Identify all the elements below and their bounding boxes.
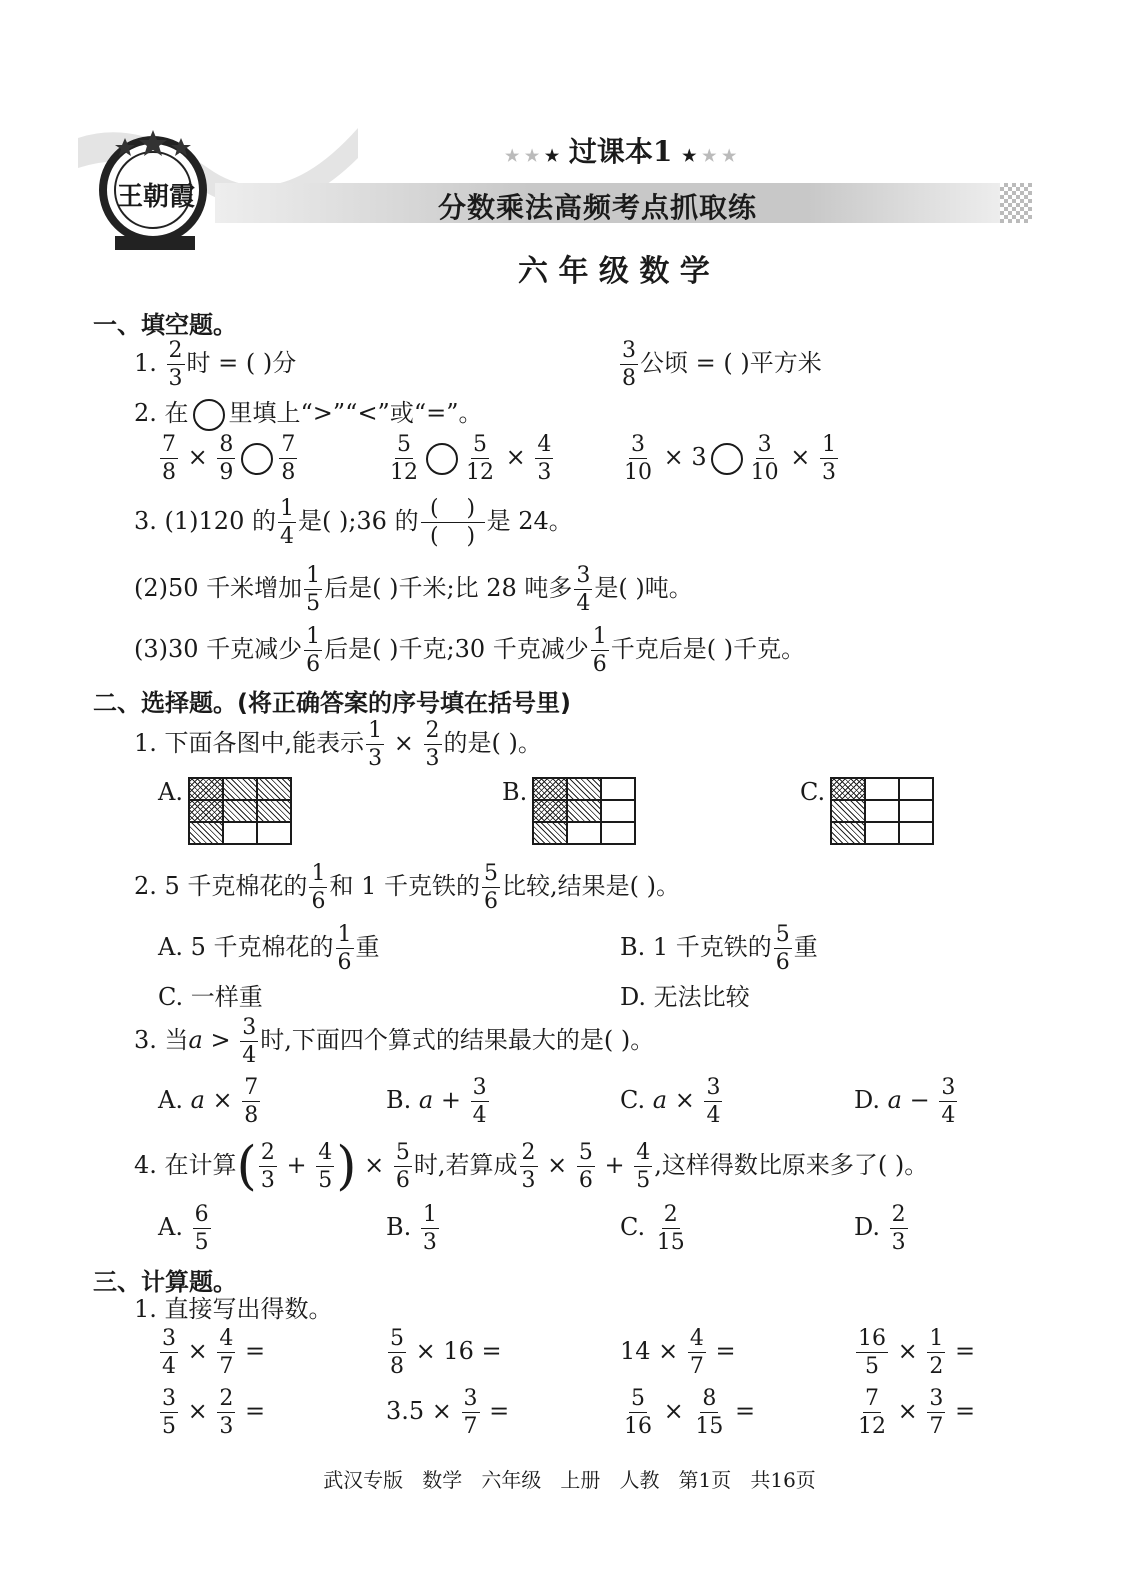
q3-line-2: (2)50 千米增加 $\frac{1}{5}$ 后是( )千米;比 28 吨多 $\frac{3}{4}$ 是( )吨。 [134,563,693,616]
checker-decoration [1000,183,1032,223]
q1-b-text: 公顷 = ( )平方米 [640,349,822,377]
q1-part-b [618,338,822,391]
calc-instruction: 1. 直接写出得数。 [134,1295,333,1323]
calc-item[interactable]: $\frac{3}{4}$ × $\frac{4}{7}$ = [162,1326,266,1379]
calc-item[interactable]: 14 × $\frac{4}{7}$ = [620,1326,736,1379]
compare-circle-icon [193,399,225,431]
compare-circle-icon[interactable] [426,443,458,475]
section-heading-choice: 二、选择题。(将正确答案的序号填在括号里) [93,689,571,717]
q1-a-den: 3 [168,366,183,391]
q2-compare-1: $\frac{7}{8}$ × $\frac{8}{9}$ $\frac{7}{8}$ [162,432,296,485]
option-c-grid-figure[interactable] [830,777,934,845]
section-heading-calculation: 三、计算题。 [93,1268,237,1296]
choice-3-option-d[interactable]: D. a − $\frac{3}{4}$ [854,1075,956,1128]
option-a-grid-figure[interactable] [188,777,292,845]
choice-4-option-d[interactable]: D. $\frac{2}{3}$ [854,1202,906,1255]
section-heading-fill-blank: 一、填空题。 [93,311,237,339]
q1-a-text: 时 = ( )分 [186,349,297,377]
q2-compare-2: $\frac{5}{12}$ $\frac{5}{12}$ × $\frac{4}{3}$ [390,432,552,485]
choice-3-option-c[interactable]: C. a × $\frac{3}{4}$ [620,1075,721,1128]
calc-item[interactable]: 3.5 × $\frac{3}{7}$ = [386,1386,510,1439]
option-c-label: C. [800,778,826,806]
option-b-grid-figure[interactable] [532,777,636,845]
q2-instruction: 2. 在 里填上“>”“<”或“=”。 [134,398,482,431]
choice-2-option-d[interactable]: D. 无法比较 [620,983,750,1011]
logo-text: 王朝霞 [117,182,196,212]
brand-logo [95,128,215,258]
page-footer: 武汉专版 数学 六年级 上册 人教 第1页 共16页 [323,1468,816,1492]
series-label-text: 过课本1 [568,135,673,168]
choice-3: 3. 当a > $\frac{3}{4}$ 时,下面四个算式的结果最大的是( )。 [134,1015,655,1068]
option-b-label: B. [502,778,528,806]
choice-2-option-b[interactable]: B. 1 千克铁的 $\frac{5}{6}$ 重 [620,922,818,975]
choice-1: 1. 下面各图中,能表示 $\frac{1}{3}$ × $\frac{2}{3}$ 的是( )。 [134,718,542,771]
subject-title: 六 年 级 数 学 [518,254,710,289]
q1-b-den: 8 [622,366,636,391]
q2-compare-3: $\frac{3}{10}$ × 3 $\frac{3}{10}$ × $\frac{1}{3}$ [624,432,837,485]
option-a-label: A. [158,778,183,806]
banner-title: 分数乘法高频考点抓取练 [438,191,758,224]
calc-item[interactable]: $\frac{16}{5}$ × $\frac{1}{2}$ = [858,1326,976,1379]
calc-item[interactable]: $\frac{5}{16}$ × $\frac{8}{15}$ = [624,1386,756,1439]
compare-circle-icon[interactable] [711,443,743,475]
choice-2-option-a[interactable]: A. 5 千克棉花的 $\frac{1}{6}$ 重 [158,922,380,975]
choice-2-option-c[interactable]: C. 一样重 [158,983,263,1011]
choice-4: 4. 在计算( $\frac{2}{3}$ + $\frac{4}{5}$ ) × $\frac{5}{6}$ 时,若算成 $\frac{2}{3}$ × $\frac{5}{6}$ + $\frac{4}{5}$ ,这样得数比原来多了( )。 [134,1136,929,1197]
calc-item[interactable]: $\frac{3}{5}$ × $\frac{2}{3}$ = [162,1386,266,1439]
q1-a-num: 2 [168,338,183,363]
choice-3-option-b[interactable]: B. a + $\frac{3}{4}$ [386,1075,487,1128]
q1-part-a: 1. $\frac{2}{3}$ 时 = ( )分 [134,338,297,391]
calc-item[interactable]: $\frac{7}{12}$ × $\frac{3}{7}$ = [858,1386,976,1439]
choice-4-option-b[interactable]: B. $\frac{1}{3}$ [386,1202,437,1255]
choice-3-option-a[interactable]: A. a × $\frac{7}{8}$ [158,1075,259,1128]
q1-b-num: 3 [622,338,636,363]
series-label: ★ ★ ★ 过课本1 ★ ★ ★ [505,135,737,168]
compare-circle-icon[interactable] [241,443,273,475]
choice-4-option-c[interactable]: C. $\frac{2}{15}$ [620,1202,685,1255]
q3-line-3: (3)30 千克减少 $\frac{1}{6}$ 后是( )千克;30 千克减少 $\frac{1}{6}$ 千克后是( )千克。 [134,624,806,677]
calc-item[interactable]: $\frac{5}{8}$ × 16 = [390,1326,502,1379]
q3-line-1: 3. (1)120 的 $\frac{1}{4}$ 是( );36 的 $\frac{( )}{( )}$ 是 24。 [134,496,573,549]
choice-4-option-a[interactable]: A. $\frac{6}{5}$ [158,1202,209,1255]
choice-2: 2. 5 千克棉花的 $\frac{1}{6}$ 和 1 千克铁的 $\frac{5}{6}$ 比较,结果是( )。 [134,861,680,914]
